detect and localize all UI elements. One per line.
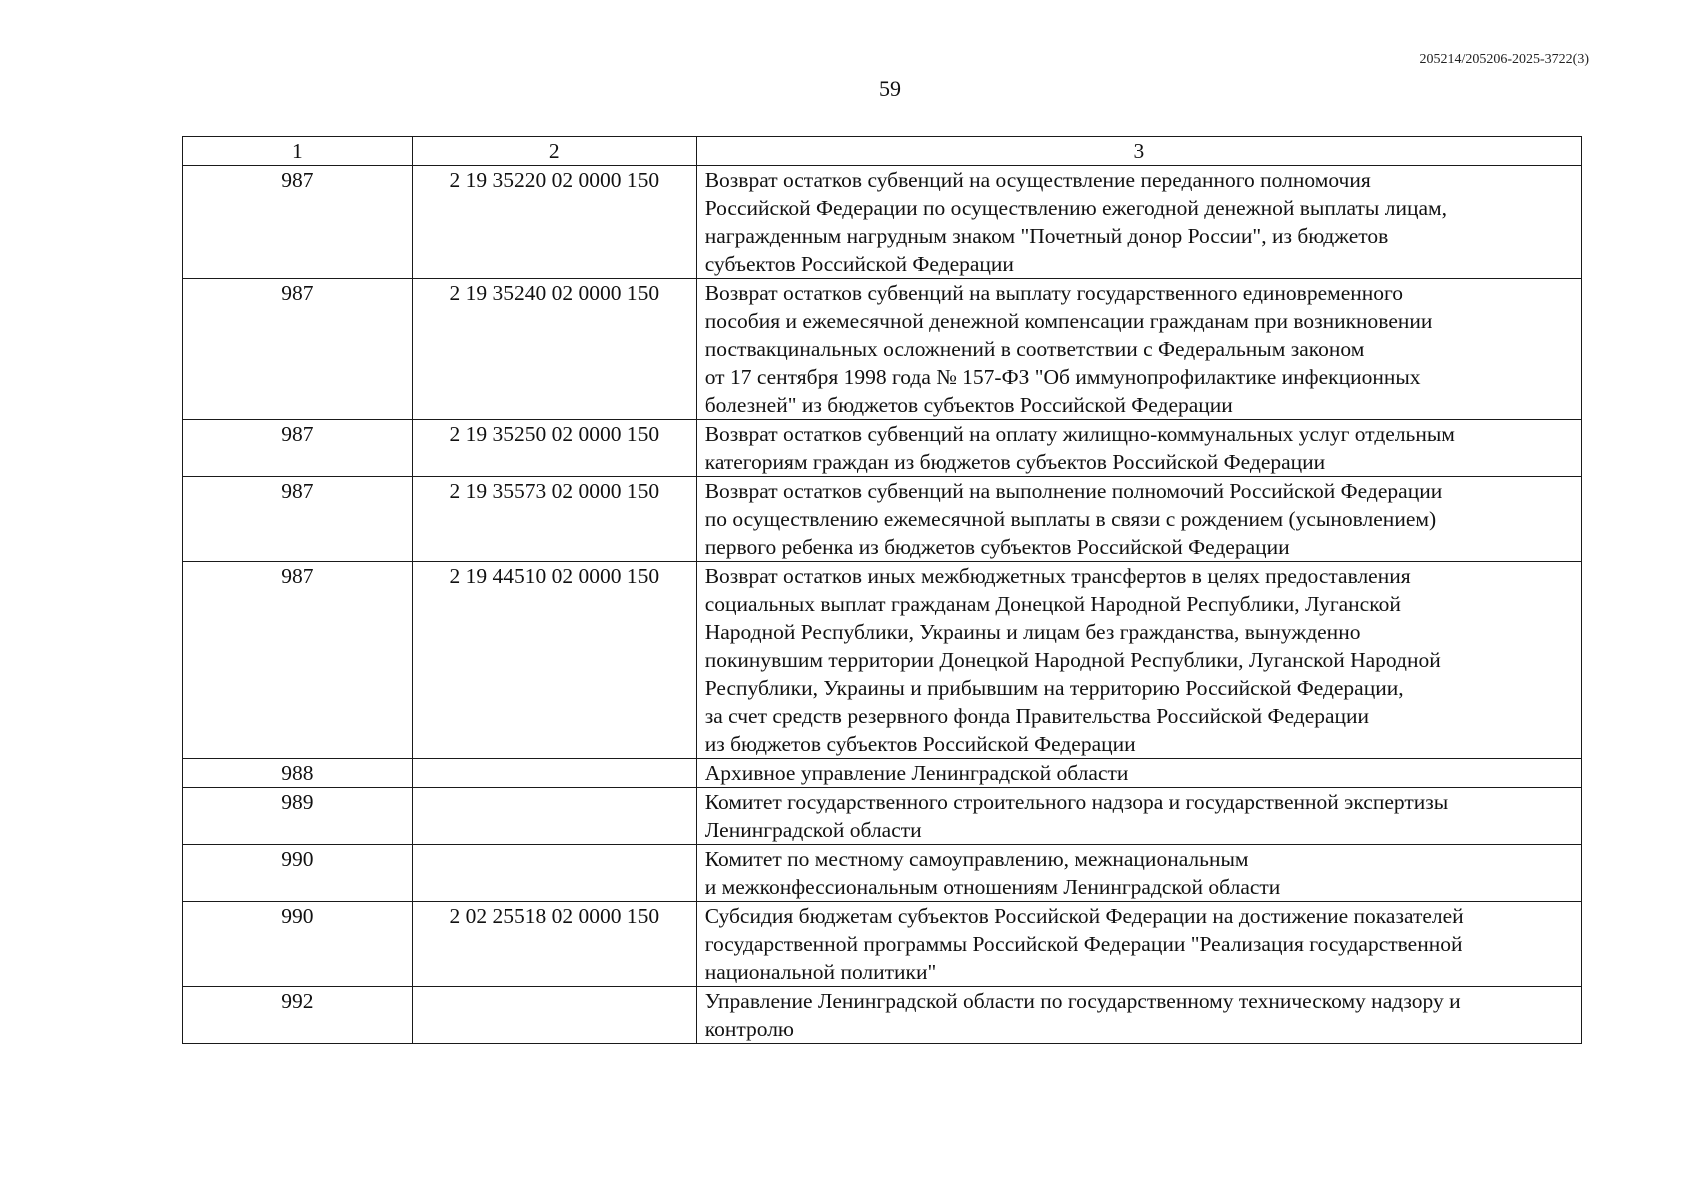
page-number: 59 (879, 76, 901, 101)
description-line: Возврат остатков иных межбюджетных трансфертов в целях предоставления (704, 564, 1411, 588)
description-line: болезней" из бюджетов субъектов Российской Федерации (704, 393, 1233, 417)
description-line: и межконфессиональным отношениям Ленинградской области (704, 875, 1281, 899)
budget-code-cell: 2 19 35250 02 0000 150 (412, 420, 696, 477)
table-row (183, 987, 1582, 1044)
budget-codes-table (182, 136, 1582, 1044)
table-row (183, 845, 1582, 902)
admin-code-cell: 992 (183, 987, 413, 1044)
budget-code-cell (412, 987, 696, 1044)
table-row (183, 902, 1582, 987)
description-line: национальной политики" (704, 960, 937, 984)
table-row (183, 477, 1582, 562)
description-line: Комитет по местному самоуправлению, межнациональным (704, 847, 1249, 871)
admin-code-cell: 988 (183, 759, 413, 788)
description-line: награжденным нагрудным знаком "Почетный донор России", из бюджетов (704, 224, 1389, 248)
description-line: Республики, Украины и прибывшим на территорию Российской Федерации, (704, 676, 1404, 700)
table-header (183, 137, 1582, 166)
budget-code-cell (412, 759, 696, 788)
description-line: Архивное управление Ленинградской области (704, 761, 1129, 785)
description-line: по осуществлению ежемесячной выплаты в связи с рождением (усыновлением) (704, 507, 1437, 531)
description-line: Управление Ленинградской области по государственному техническому надзору и (704, 989, 1461, 1013)
budget-code-cell: 2 19 35573 02 0000 150 (412, 477, 696, 562)
budget-code-cell (412, 845, 696, 902)
description-line: государственной программы Российской Федерации "Реализация государственной (704, 932, 1463, 956)
table-row (183, 166, 1582, 279)
description-line: Субсидия бюджетам субъектов Российской Федерации на достижение показателей (704, 904, 1464, 928)
description-line: Ленинградской области (704, 818, 922, 842)
table-row (183, 279, 1582, 420)
admin-code-cell: 990 (183, 902, 413, 987)
description-cell (696, 279, 1581, 420)
budget-code-cell (412, 788, 696, 845)
description-cell (696, 845, 1581, 902)
description-line: категориям граждан из бюджетов субъектов Российской Федерации (704, 450, 1326, 474)
column-header-1: 1 (183, 137, 413, 166)
description-line: субъектов Российской Федерации (704, 252, 1014, 276)
description-cell (696, 420, 1581, 477)
admin-code-cell: 989 (183, 788, 413, 845)
admin-code-cell: 987 (183, 477, 413, 562)
description-line: за счет средств резервного фонда Правительства Российской Федерации (704, 704, 1370, 728)
budget-code-cell: 2 19 35220 02 0000 150 (412, 166, 696, 279)
description-cell (696, 902, 1581, 987)
admin-code-cell: 987 (183, 562, 413, 759)
table-row (183, 759, 1582, 788)
table-row (183, 420, 1582, 477)
admin-code-cell: 987 (183, 166, 413, 279)
budget-code-cell: 2 19 44510 02 0000 150 (412, 562, 696, 759)
budget-code-cell: 2 19 35240 02 0000 150 (412, 279, 696, 420)
column-header-2: 2 (412, 137, 696, 166)
description-cell (696, 166, 1581, 279)
description-line: покинувшим территории Донецкой Народной Республики, Луганской Народной (704, 648, 1441, 672)
table-row (183, 788, 1582, 845)
description-cell (696, 788, 1581, 845)
table-body (183, 166, 1582, 1044)
description-line: пособия и ежемесячной денежной компенсации гражданам при возникновении (704, 309, 1433, 333)
description-line: из бюджетов субъектов Российской Федерации (704, 732, 1136, 756)
table-row (183, 562, 1582, 759)
description-line: Российской Федерации по осуществлению ежегодной денежной выплаты лицам, (704, 196, 1448, 220)
description-line: Комитет государственного строительного надзора и государственной экспертизы (704, 790, 1449, 814)
description-line: Возврат остатков субвенций на выплату государственного единовременного (704, 281, 1404, 305)
description-cell (696, 759, 1581, 788)
admin-code-cell: 987 (183, 279, 413, 420)
description-cell (696, 987, 1581, 1044)
description-line: Возврат остатков субвенций на выполнение полномочий Российской Федерации (704, 479, 1443, 503)
description-line: контролю (704, 1017, 794, 1041)
description-line: Народной Республики, Украины и лицам без гражданства, вынужденно (704, 620, 1361, 644)
description-line: Возврат остатков субвенций на осуществление переданного полномочия (704, 168, 1371, 192)
description-cell (696, 477, 1581, 562)
description-line: социальных выплат гражданам Донецкой Народной Республики, Луганской (704, 592, 1401, 616)
description-line: от 17 сентября 1998 года № 157-ФЗ "Об иммунопрофилактике инфекционных (704, 365, 1421, 389)
description-line: Возврат остатков субвенций на оплату жилищно-коммунальных услуг отдельным (704, 422, 1455, 446)
document-id: 205214/205206-2025-3722(3) (1419, 52, 1589, 67)
header-row (183, 137, 1582, 166)
description-line: поствакцинальных осложнений в соответствии с Федеральным законом (704, 337, 1365, 361)
budget-code-cell: 2 02 25518 02 0000 150 (412, 902, 696, 987)
admin-code-cell: 990 (183, 845, 413, 902)
column-header-3: 3 (696, 137, 1581, 166)
description-line: первого ребенка из бюджетов субъектов Российской Федерации (704, 535, 1290, 559)
description-cell (696, 562, 1581, 759)
admin-code-cell: 987 (183, 420, 413, 477)
